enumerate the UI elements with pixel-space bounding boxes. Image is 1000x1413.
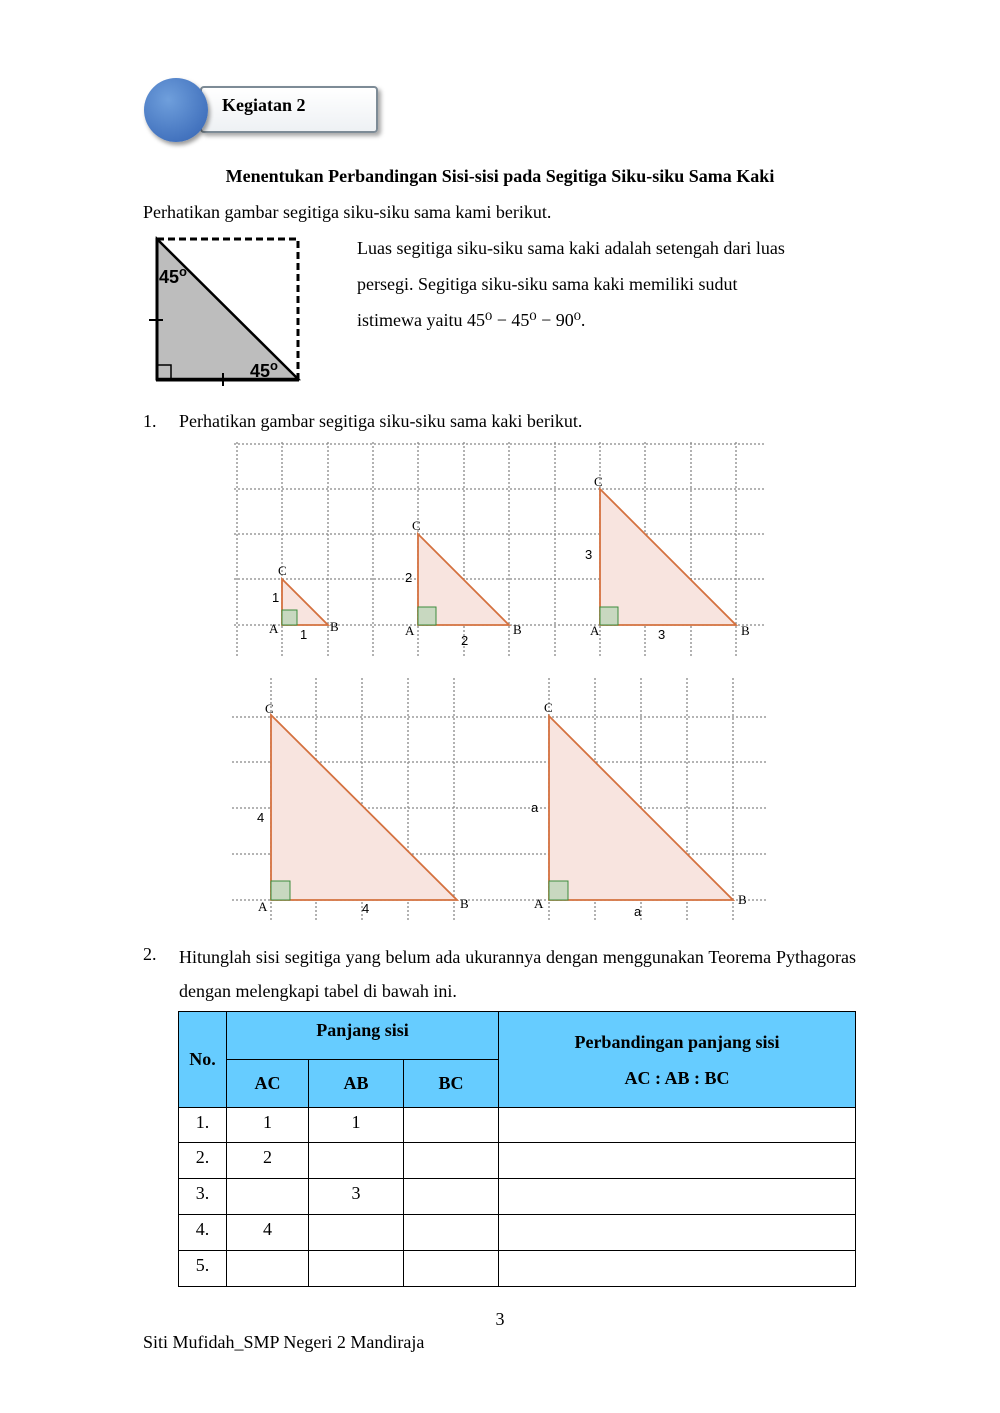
cell-ac[interactable] — [227, 1251, 309, 1287]
angle-label-top: 45$^o$ — [159, 264, 187, 287]
side-label-ac: 1 — [272, 590, 280, 605]
vertex-label-a: A — [258, 899, 268, 914]
table-row — [179, 1215, 856, 1251]
header-no: No. — [179, 1012, 227, 1108]
footer-author: Siti Mufidah_SMP Negeri 2 Mandiraja — [143, 1332, 425, 1352]
paragraph-line: persegi. Segitiga siku-siku sama kaki memiliki sudut — [357, 274, 738, 294]
paragraph-line: istimewa yaitu 45⁰ − 45⁰ − 90⁰. — [357, 310, 586, 330]
side-label-ac: 2 — [405, 570, 413, 585]
header-bc: BC — [404, 1060, 499, 1108]
side-label-ac: 4 — [257, 810, 265, 825]
question-number: 2. — [143, 944, 157, 964]
activity-label: Kegiatan 2 — [222, 95, 306, 115]
side-label-ab: 4 — [362, 901, 370, 916]
cell-ratio[interactable] — [499, 1251, 856, 1287]
cell-ratio[interactable] — [499, 1108, 856, 1143]
side-ratio-table — [178, 1011, 856, 1287]
cell-ac[interactable]: 2 — [227, 1143, 309, 1179]
question-text: Perhatikan gambar segitiga siku-siku sama kaki berikut. — [179, 411, 583, 431]
side-label-ac: a — [531, 800, 539, 815]
cell-ac[interactable]: 1 — [227, 1108, 309, 1143]
cell-no: 2. — [179, 1143, 227, 1179]
cell-ab[interactable] — [309, 1251, 404, 1287]
table-row — [179, 1251, 856, 1287]
vertex-label-c: C — [412, 518, 421, 533]
table-row — [179, 1179, 856, 1215]
cell-ratio[interactable] — [499, 1215, 856, 1251]
cell-bc[interactable] — [404, 1215, 499, 1251]
header-side-length: Panjang sisi — [227, 1012, 499, 1060]
vertex-label-c: C — [544, 700, 553, 715]
side-label-ab: 2 — [461, 633, 469, 648]
cell-no: 4. — [179, 1215, 227, 1251]
cell-no: 1. — [179, 1108, 227, 1143]
vertex-label-a: A — [405, 623, 415, 638]
angle-formula: 45⁰ − 45⁰ − 90⁰. — [466, 310, 586, 330]
triangle-grid-bottom — [232, 678, 768, 920]
vertex-label-a: A — [534, 896, 544, 911]
table-row — [179, 1108, 856, 1143]
cell-ab[interactable] — [309, 1215, 404, 1251]
triangle-grid-top — [234, 442, 766, 657]
cell-ab[interactable]: 3 — [309, 1179, 404, 1215]
cell-ac[interactable]: 4 — [227, 1215, 309, 1251]
cell-bc[interactable] — [404, 1143, 499, 1179]
header-ratio: Perbandingan panjang sisi AC : AB : BC — [499, 1012, 856, 1108]
cell-no: 3. — [179, 1179, 227, 1215]
cell-ratio[interactable] — [499, 1179, 856, 1215]
cell-bc[interactable] — [404, 1108, 499, 1143]
badge-circle-icon — [144, 78, 208, 142]
page-number: 3 — [495, 1309, 505, 1329]
paragraph-line: Luas segitiga siku-siku sama kaki adalah setengah dari luas — [357, 238, 785, 258]
question-number: 1. — [143, 411, 157, 431]
vertex-label-b: B — [738, 892, 747, 907]
cell-ratio[interactable] — [499, 1143, 856, 1179]
description-paragraph — [357, 230, 856, 338]
triangle-2 — [405, 518, 522, 648]
vertex-label-a: A — [590, 623, 600, 638]
vertex-label-b: B — [741, 623, 750, 638]
section-heading: Menentukan Perbandingan Sisi-sisi pada Segitiga Siku-siku Sama Kaki — [225, 166, 775, 186]
side-label-ab: 1 — [300, 627, 308, 642]
cell-bc[interactable] — [404, 1179, 499, 1215]
vertex-label-c: C — [265, 701, 274, 716]
cell-ab[interactable]: 1 — [309, 1108, 404, 1143]
side-label-ab: 3 — [658, 627, 666, 642]
header-ac: AC — [227, 1060, 309, 1108]
vertex-label-b: B — [460, 896, 469, 911]
intro-text: Perhatikan gambar segitiga siku-siku sama kami berikut. — [143, 202, 552, 222]
question-text: Hitunglah sisi segitiga yang belum ada ukurannya dengan menggunakan Teorema Pythagoras dengan melengkapi tabel di bawah ini. — [179, 947, 856, 1001]
cell-ac[interactable] — [227, 1179, 309, 1215]
side-label-ac: 3 — [585, 547, 593, 562]
cell-no: 5. — [179, 1251, 227, 1287]
vertex-label-b: B — [513, 622, 522, 637]
vertex-label-b: B — [330, 619, 339, 634]
vertex-label-c: C — [278, 563, 287, 578]
side-label-ab: a — [634, 904, 642, 919]
vertex-label-a: A — [269, 621, 279, 636]
header-ab: AB — [309, 1060, 404, 1108]
angle-label-bottom: 45$^o$ — [250, 358, 278, 381]
triangle-5 — [531, 700, 747, 919]
cell-ab[interactable] — [309, 1143, 404, 1179]
table-row — [179, 1143, 856, 1179]
vertex-label-c: C — [594, 474, 603, 489]
triangle-3 — [585, 474, 750, 642]
isosceles-right-triangle-figure — [146, 232, 306, 390]
cell-bc[interactable] — [404, 1251, 499, 1287]
